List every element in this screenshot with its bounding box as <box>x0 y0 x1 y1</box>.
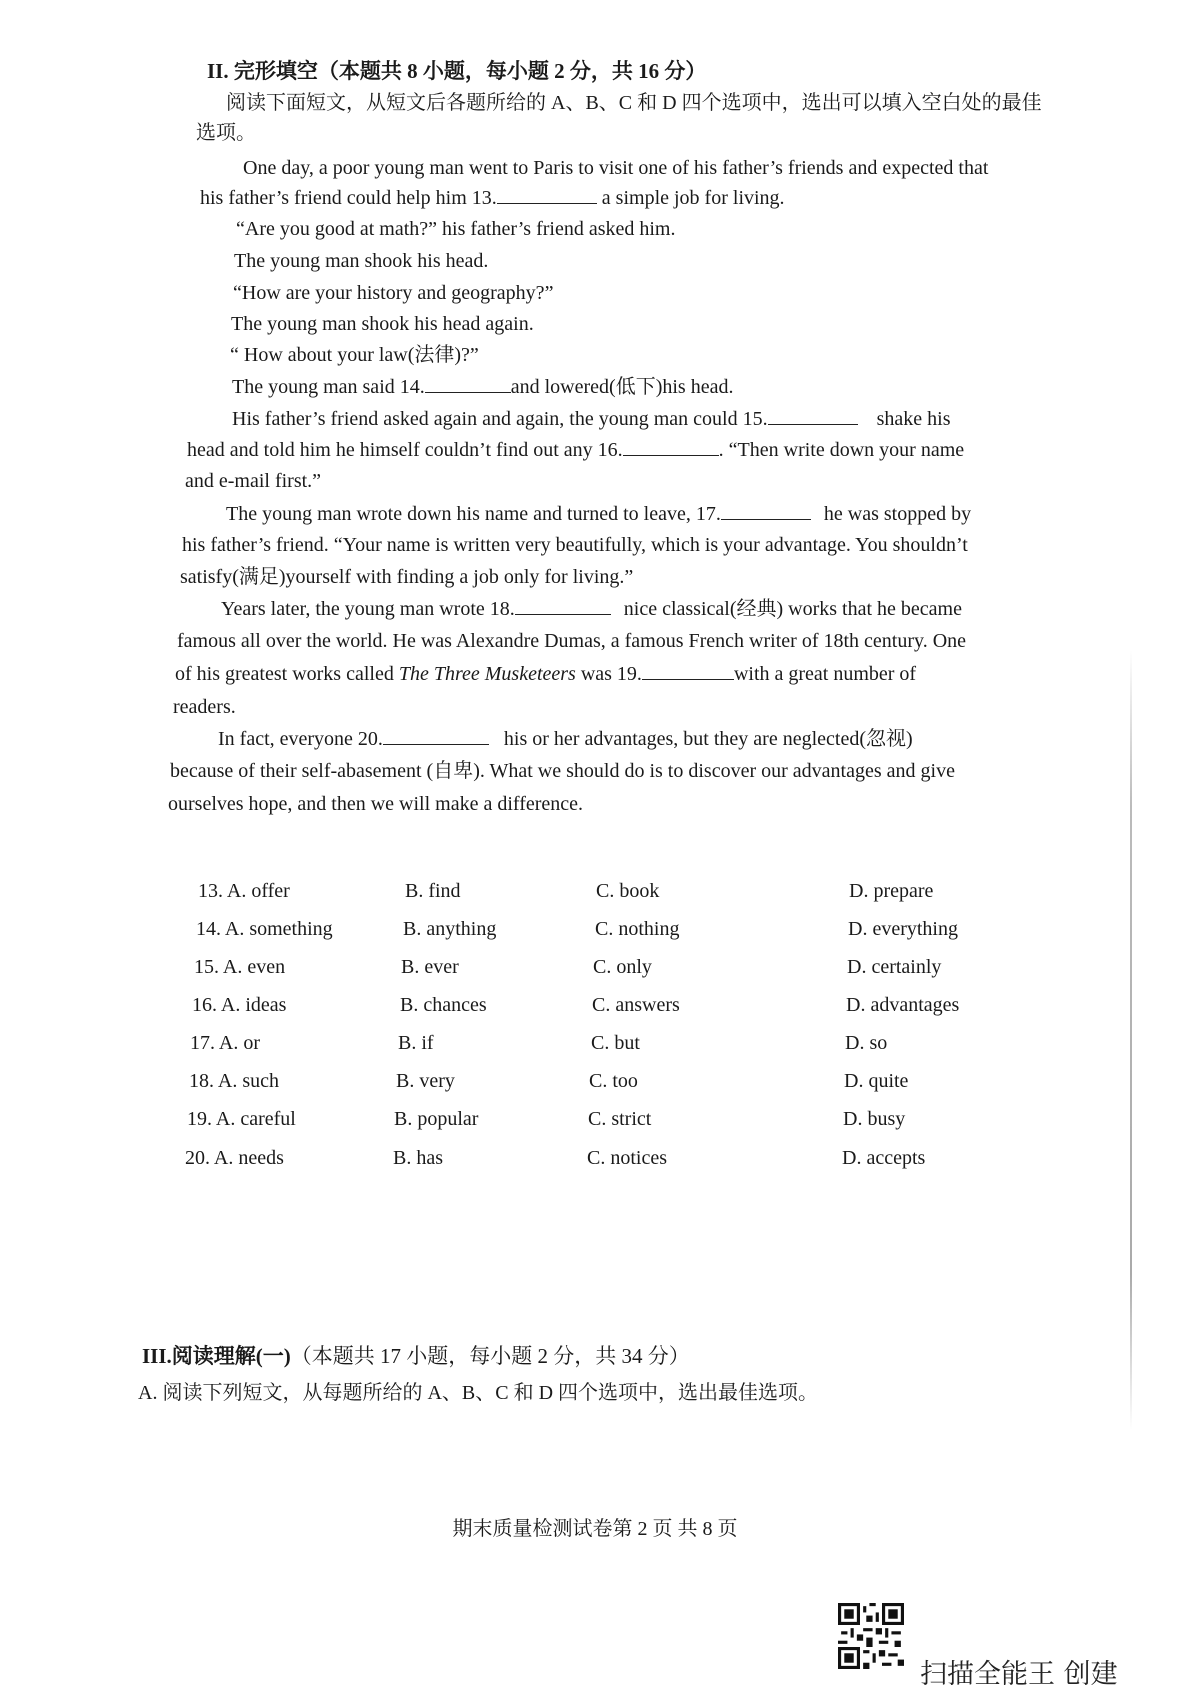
option-row <box>0 1108 1190 1138</box>
section3-heading <box>142 1340 690 1370</box>
option-b: B. anything <box>403 918 497 940</box>
option-b: B. ever <box>401 956 459 978</box>
passage-text: nice classical(经典) works that he became <box>623 598 962 620</box>
passage-line <box>200 185 785 211</box>
passage-line: The young man shook his head again. <box>231 313 534 335</box>
option-row <box>0 956 1190 986</box>
option-a: 17. A. or <box>190 1032 260 1054</box>
option-row <box>0 1032 1190 1062</box>
option-d: D. accepts <box>842 1147 926 1169</box>
section2-score: （本题共 8 小题，每小题 2 分，共 16 分） <box>317 59 707 83</box>
option-b: B. if <box>398 1032 434 1054</box>
passage-line <box>232 406 950 432</box>
passage-text: of his greatest works called <box>175 663 394 685</box>
scan-shadow-edge <box>1130 650 1132 1430</box>
blank-16 <box>623 437 719 456</box>
passage-text: was 19. <box>580 663 642 685</box>
option-b: B. very <box>396 1070 455 1092</box>
option-row <box>0 1147 1190 1177</box>
passage-line: ourselves hope, and then we will make a difference. <box>168 793 584 815</box>
section3-title: III.阅读理解(一) <box>142 1344 291 1368</box>
option-row <box>0 994 1190 1024</box>
blank-19 <box>642 661 734 680</box>
passage-line: his father’s friend. “Your name is written very beautifully, which is your advantage. You shouldn’t <box>182 534 968 556</box>
option-d: D. prepare <box>849 880 934 902</box>
passage-text: with a great number of <box>733 663 917 685</box>
passage-text: his father’s friend could help him 13. <box>200 187 497 209</box>
option-c: C. too <box>589 1070 638 1092</box>
option-a: 20. A. needs <box>185 1147 284 1169</box>
option-b: B. find <box>405 880 461 902</box>
passage-line: readers. <box>173 696 236 718</box>
passage-line: satisfy(满足)yourself with finding a job only for living.” <box>180 566 634 588</box>
option-c: C. answers <box>592 994 680 1016</box>
passage-line <box>218 726 913 752</box>
option-d: D. busy <box>843 1108 906 1130</box>
option-b: B. has <box>393 1147 443 1169</box>
option-d: D. quite <box>844 1070 909 1092</box>
passage-text: and lowered(低下)his head. <box>510 376 734 398</box>
passage-line: “How are your history and geography?” <box>233 282 554 304</box>
blank-17 <box>721 501 811 520</box>
passage-text: . “Then write down your name <box>718 439 965 461</box>
passage-line: “ How about your law(法律)?” <box>230 344 479 366</box>
passage-text: In fact, everyone 20. <box>218 728 383 750</box>
page-footer: 期末质量检测试卷第 2 页 共 8 页 <box>452 1518 738 1540</box>
book-title: The Three Musketeers <box>398 663 576 685</box>
option-a: 15. A. even <box>194 956 286 978</box>
option-d: D. so <box>845 1032 888 1054</box>
option-a: 19. A. careful <box>187 1108 296 1130</box>
section2-instruction: 阅读下面短文，从短文后各题所给的 A、B、C 和 D 四个选项中，选出可以填入空白处的最佳选项。 <box>196 92 1042 144</box>
option-c: C. strict <box>588 1108 652 1130</box>
passage-text: shake his <box>876 408 951 430</box>
option-d: D. certainly <box>847 956 942 978</box>
passage-text: he was stopped by <box>823 503 972 525</box>
blank-18 <box>515 596 611 615</box>
section3-instruction: A. 阅读下列短文，从每题所给的 A、B、C 和 D 四个选项中，选出最佳选项。 <box>138 1382 819 1404</box>
passage-line: and e-mail first.” <box>185 470 322 492</box>
option-c: C. notices <box>587 1147 667 1169</box>
passage-line <box>221 596 962 622</box>
option-c: C. but <box>591 1032 640 1054</box>
passage-line <box>232 374 733 400</box>
section2-title: II. 完形填空 <box>207 59 318 83</box>
passage-text: his or her advantages, but they are neglected(忽视) <box>503 728 913 750</box>
option-c: C. book <box>596 880 660 902</box>
option-a: 14. A. something <box>196 918 333 940</box>
section2-heading <box>207 55 706 85</box>
passage-line: The young man shook his head. <box>234 250 489 272</box>
option-d: D. everything <box>848 918 958 940</box>
option-b: B. popular <box>394 1108 479 1130</box>
blank-14 <box>425 374 511 393</box>
option-row <box>0 880 1190 910</box>
option-c: C. only <box>593 956 652 978</box>
qr-code-icon <box>838 1603 904 1669</box>
passage-text: His father’s friend asked again and again, the young man could 15. <box>232 408 768 430</box>
passage-line <box>226 501 971 527</box>
blank-20 <box>383 726 489 745</box>
blank-15 <box>768 406 858 425</box>
option-a: 16. A. ideas <box>192 994 287 1016</box>
camscanner-watermark: 扫描全能王 创建 <box>920 1659 1118 1690</box>
blank-13 <box>497 185 597 204</box>
passage-line: One day, a poor young man went to Paris to visit one of his father’s friends and expected that <box>243 157 989 179</box>
option-a: 18. A. such <box>189 1070 279 1092</box>
passage-text: Years later, the young man wrote 18. <box>221 598 515 620</box>
passage-text: The young man said 14. <box>232 376 425 398</box>
option-row <box>0 1070 1190 1100</box>
option-d: D. advantages <box>846 994 960 1016</box>
passage-line <box>175 661 916 687</box>
passage-text: head and told him he himself couldn’t find out any 16. <box>187 439 623 461</box>
passage-line: “Are you good at math?” his father’s friend asked him. <box>236 218 676 240</box>
passage-text: a simple job for living. <box>601 187 785 209</box>
passage-line: famous all over the world. He was Alexandre Dumas, a famous French writer of 18th century. One <box>177 630 967 652</box>
option-row <box>0 918 1190 948</box>
passage-line <box>187 437 964 463</box>
option-c: C. nothing <box>595 918 680 940</box>
section3-score: （本题共 17 小题，每小题 2 分，共 34 分） <box>290 1344 690 1368</box>
passage-text: The young man wrote down his name and turned to leave, 17. <box>226 503 721 525</box>
option-b: B. chances <box>400 994 487 1016</box>
option-a: 13. A. offer <box>198 880 290 902</box>
passage-line: because of their self-abasement (自卑). What we should do is to discover our advantages and give <box>170 760 955 782</box>
